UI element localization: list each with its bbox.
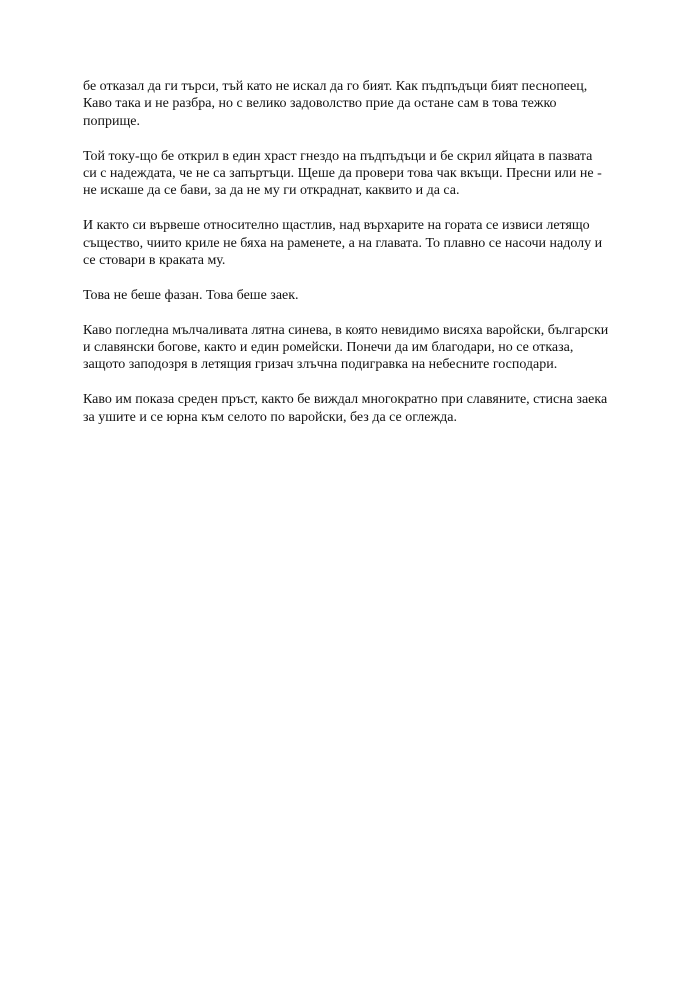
text-line: защото заподозря в летящия гризач злъчна подигравка на небесните господари. (83, 357, 558, 373)
paragraph-1 (83, 78, 623, 130)
text-line: И както си вървеше относително щастлив, над върхарите на гората се извиси летящо (83, 218, 590, 234)
text-line: същество, чиито криле не бяха на раменете, а на главата. То плавно се насочи надолу и (83, 235, 603, 251)
text-line: поприще. (83, 113, 140, 129)
text-line: Каво им показа среден пръст, както бе виждал многократно при славяните, стисна заека (83, 392, 608, 408)
paragraph-2 (83, 148, 623, 200)
text-line: Каво погледна мълчаливата лятна синева, в която невидимо висяха варойски, български (83, 322, 609, 338)
text-line: Каво така и не разбра, но с велико задоволство прие да остане сам в това тежко (83, 96, 557, 112)
text-line: се стовари в краката му. (83, 253, 226, 269)
paragraph-6 (83, 391, 623, 426)
text-line: Той току-що бе открил в един храст гнездо на пъдпъдъци и бе скрил яйцата в пазвата (83, 148, 593, 164)
text-line: бе отказал да ги търси, тъй като не искал да го бият. Как пъдпъдъци бият песнопеец, (83, 79, 588, 94)
paragraph-4 (83, 287, 623, 304)
paragraph-5 (83, 322, 623, 374)
text-line: за ушите и се юрна към селото по варойски, без да се оглежда. (83, 409, 458, 425)
document-page (83, 78, 623, 443)
text-line: не искаше да се бави, за да не му ги откраднат, каквито и да са. (83, 183, 460, 199)
text-line: си с надеждата, че не са запъртъци. Щеше да провери това чак вкъщи. Пресни или не - (83, 166, 602, 182)
paragraph-3 (83, 217, 623, 269)
text-line: и славянски богове, както и един ромейски. Понечи да им благодари, но се отказа, (83, 340, 574, 356)
text-line: Това не беше фазан. Това беше заек. (83, 287, 299, 303)
